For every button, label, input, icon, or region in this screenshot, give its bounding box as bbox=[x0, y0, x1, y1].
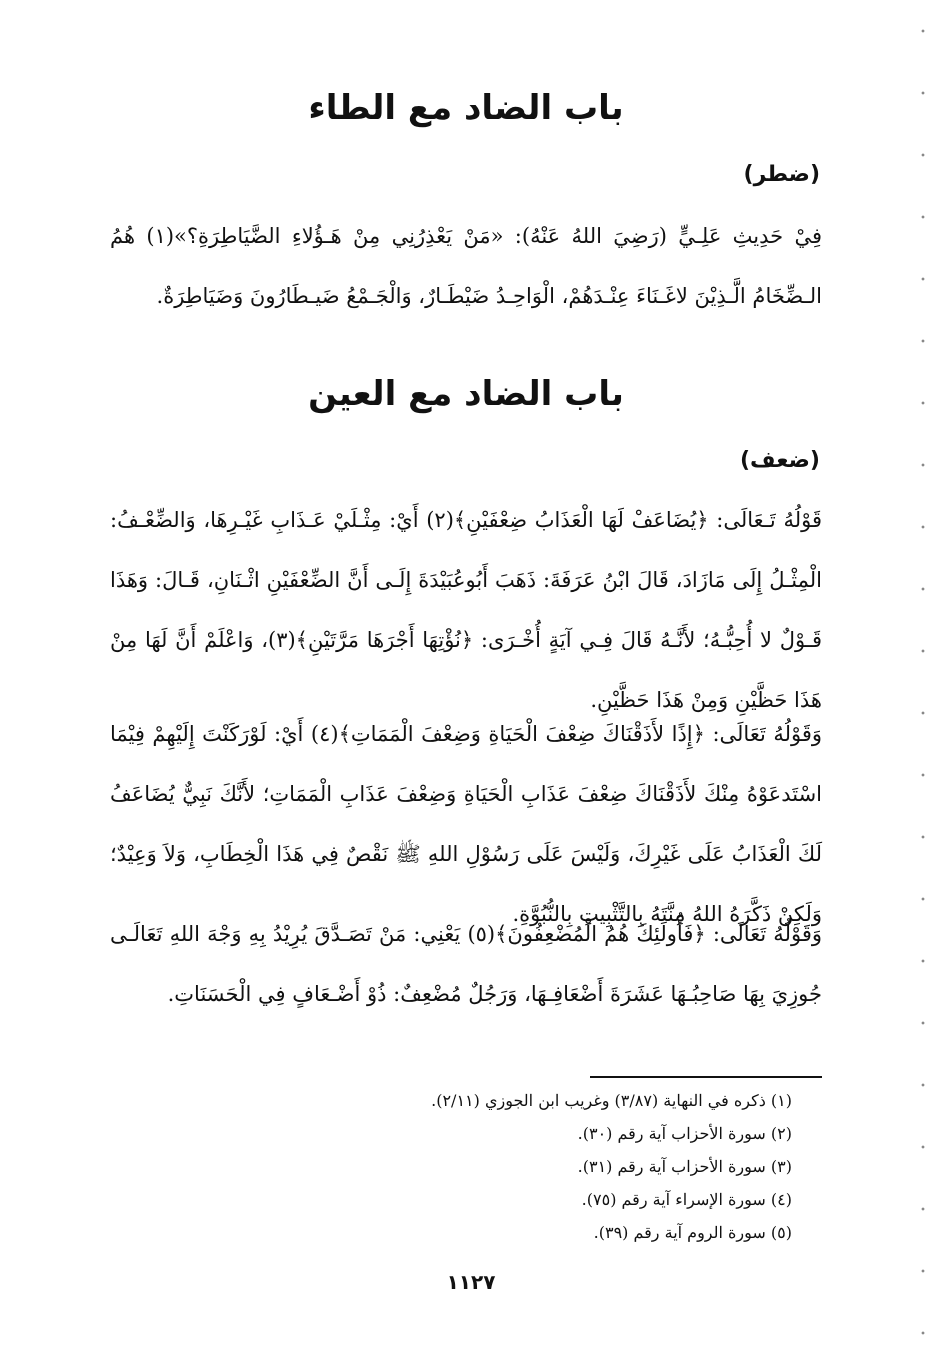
paragraph-daf-1: قَوْلُهُ تَـعَالَى: ﴿يُضَاعَفْ لَهَا الْعَذَابُ ضِعْفَيْنِ﴾(٢) أَيْ: مِثْـلَيْ عَـذَابِ غَيْـرِهَا، وَالضِّعْـفُ: الْمِثْـلُ إِلَى مَازَادَ، قَالَ ابْنُ عَرَفَةَ: ذَهَبَ أَبُوعُبَيْدَةَ إِلَـى أَنَّ الضِّعْفَيْنِ اثْـنَانِ، قَـالَ: وَهَذَا قَـوْلٌ لا أُحِبُّـهُ؛ لأَنَّـهُ قَالَ فِـي آيَةٍ أُخْـرَى: ﴿نُؤْتِهَا أَجْرَهَا مَرَّتَيْنِ﴾(٣)، وَاعْلَمْ أَنَّ لَهَا مِنْ هَذَا حَظَّيْنِ وَمِنْ هَذَا حَظَّيْنِ. bbox=[110, 508, 822, 712]
footnote-5: (٥) سورة الروم آية رقم (٣٩). bbox=[593, 1223, 792, 1242]
page-number: ١١٢٧ bbox=[446, 1270, 496, 1294]
footnotes bbox=[272, 1084, 792, 1249]
chapter-title-dad-taa: باب الضاد مع الطاء bbox=[308, 88, 624, 128]
chapter-title-dad-ain: باب الضاد مع العين bbox=[308, 374, 624, 414]
footnote-2: (٢) سورة الأحزاب آية رقم (٣٠). bbox=[577, 1124, 792, 1143]
paragraph-daf-2: وَقَوْلُهُ تَعَالَى: ﴿إِذًا لأَذَقْنَاكَ ضِعْفَ الْحَيَاةِ وَضِعْفَ الْمَمَاتِ﴾(٤) أَيْ: لَوْرَكَنْتَ إِلَيْهِمْ فِيْمَا اسْتَدعَوْهُ مِنْكَ لأَذَقْنَاكَ ضِعْفَ عَذَابِ الْحَيَاةِ وَضِعْفَ عَذَابِ الْمَمَاتِ؛ لأَنَّكَ نَبِيٌّ يُضَاعَفُ لَكَ الْعَذَابُ عَلَى غَيْرِكَ، وَلَيْسَ عَلَى رَسُوْلِ اللهِ ﷺ نَقْصٌ فِي هَذَا الْخِطَابِ، وَلاَ وَعِيْدٌ؛ وَلَكِنْ ذَكَّرَهُ اللهُ مِنَّتَهُ بِالتَّثْبِيتِ بِالنُّبُوَّةِ. bbox=[110, 722, 822, 926]
footnote-divider bbox=[590, 1076, 822, 1078]
paragraph-dtr: فِيْ حَدِيثِ عَلِـيٍّ (رَضِيَ اللهُ عَنْهُ): «مَنْ يَعْذِرُنِي مِنْ هَـؤُلاءِ الضَّيَاطِرَةِ؟»(١) هُمُ الـضِّخَامُ الَّـذِيْنَ لاغَـنَاءَ عِنْـدَهُمْ، الْوَاحِـدُ ضَيْطَـارٌ، وَالْجَـمْعُ ضَيـطَارُونَ وَضَيَاطِرَةٌ. bbox=[110, 224, 823, 308]
footnote-3: (٣) سورة الأحزاب آية رقم (٣١). bbox=[577, 1157, 792, 1176]
footnote-1: (١) ذكره في النهاية (٣/٨٧) وغريب ابن الجوزي (٢/١١). bbox=[431, 1091, 792, 1110]
margin-dots bbox=[920, 0, 926, 1358]
root-heading-daf: (ضعف) bbox=[740, 448, 820, 473]
root-heading-dtr: (ضطر) bbox=[743, 162, 820, 187]
paragraph-daf-3: وَقَوْلُهُ تَعَالَى: ﴿فَأُولَئِكَ هُمُ الْمُضْعِفُونَ﴾(٥) يَعْنِي: مَنْ تَصَـدَّقَ يُرِيْدُ بِهِ وَجْهَ اللهِ تَعَالَـى جُوزِيَ بِهَا صَاحِبُـهَا عَشَرَةَ أَضْعَافِـهَا، وَرَجُلٌ مُضْعِفٌ: ذُوْ أَضْـعَافٍ فِي الْحَسَنَاتِ. bbox=[110, 922, 822, 1006]
footnote-4: (٤) سورة الإسراء آية رقم (٧٥). bbox=[581, 1190, 792, 1209]
